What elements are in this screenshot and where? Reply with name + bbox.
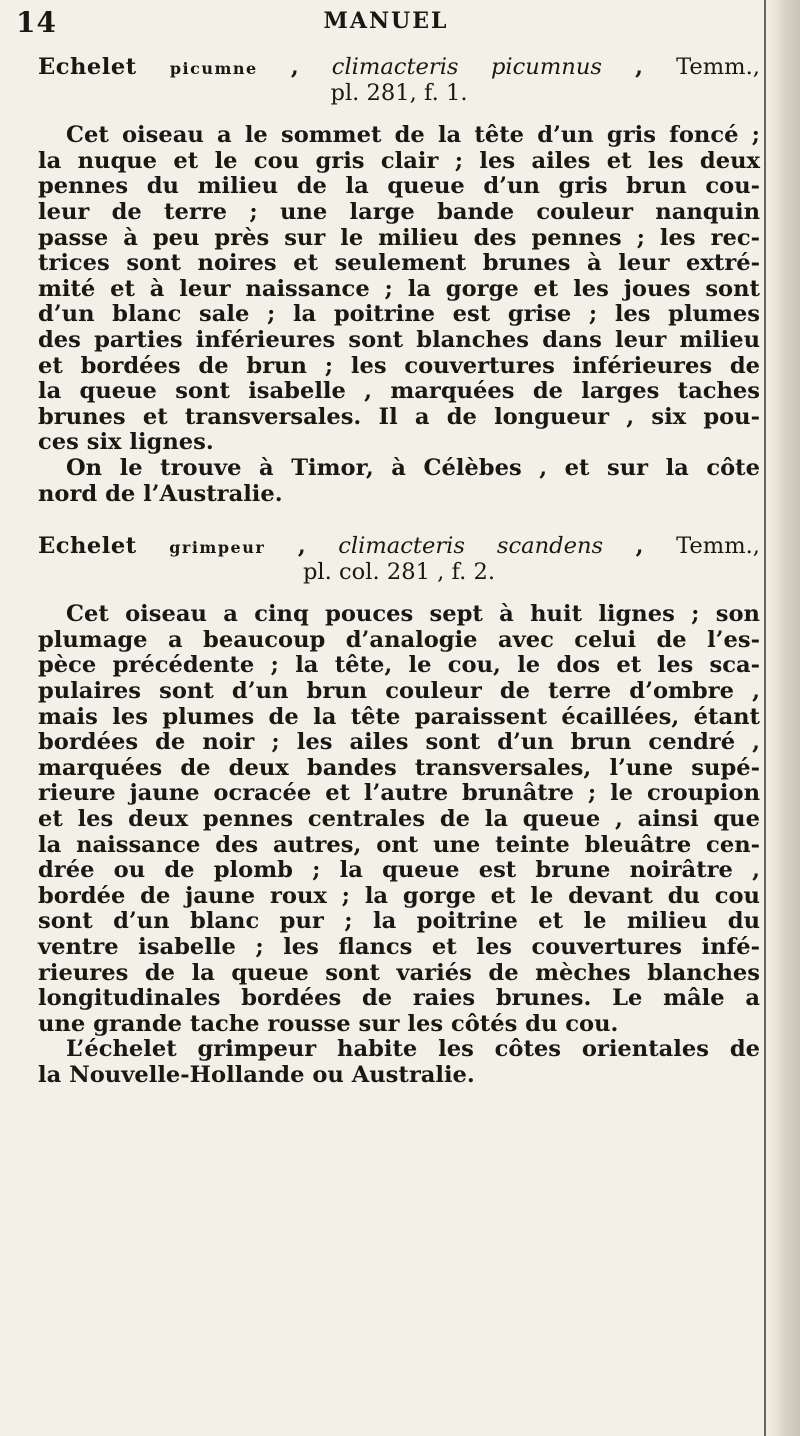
paragraph	[38, 1037, 760, 1088]
latin-name: climacteris picumnus	[331, 54, 602, 80]
text-line: d’un blanc sale ; la poitrine est grise ; les plumes	[38, 301, 760, 328]
text-line: mité et à leur naissance ; la gorge et les joues sont	[38, 275, 760, 302]
text-line: sont d’un blanc pur ; la poitrine et le milieu du	[38, 908, 760, 935]
heading-separator: ,	[603, 533, 677, 560]
text-line: et bordées de brun ; les couvertures inférieures de	[38, 352, 760, 379]
text-line: marquées de deux bandes transversales, l’une supé-	[38, 754, 760, 781]
plate-reference: pl. 281, f. 1.	[330, 79, 468, 106]
text-line: trices sont noires et seulement brunes à leur extré-	[38, 250, 760, 277]
text-line: passe à peu près sur le milieu des pennes ; les rec-	[38, 224, 760, 251]
paragraph	[38, 602, 760, 1037]
binding-line	[764, 0, 766, 1436]
text-line: mais les plumes de la tête paraissent écaillées, étant	[38, 703, 760, 730]
text-line: la naissance des autres, ont une teinte bleuâtre cen-	[38, 831, 760, 858]
text-line: ces six lignes.	[38, 429, 214, 456]
entry-common-name: picumne	[169, 59, 258, 78]
text-line: nord de l’Australie.	[38, 480, 283, 507]
text-line: pulaires sont d’un brun couleur de terre d’ombre ,	[38, 678, 760, 705]
text-line: la nuque et le cou gris clair ; les ailes et les deux	[38, 147, 760, 174]
text-line: pèce précédente ; la tête, le cou, le dos et les sca-	[38, 652, 760, 679]
page-edge	[762, 0, 800, 1436]
text-line: leur de terre ; une large bande couleur nanquin	[38, 198, 760, 225]
page-number: 14	[16, 6, 57, 39]
plate-reference: pl. col. 281 , f. 2.	[302, 558, 496, 585]
paragraph	[38, 456, 760, 507]
authority: Temm.,	[676, 533, 760, 560]
text-line: la Nouvelle-Hollande ou Australie.	[38, 1061, 475, 1088]
text-line: Cet oiseau a le sommet de la tête d’un gris foncé ;	[66, 122, 760, 149]
latin-name: climacteris scandens	[338, 533, 604, 560]
entry-name: Echelet	[38, 54, 137, 80]
text-line: une grande tache rousse sur les côtés du cou.	[38, 1010, 619, 1037]
text-line: rieure jaune ocracée et l’autre brunâtre ; le croupion	[38, 780, 760, 807]
text-line: et les deux pennes centrales de la queue , ainsi que	[38, 806, 760, 833]
text-line: brunes et transversales. Il a de longueur , six pou-	[38, 403, 760, 430]
text-line: des parties inférieures sont blanches dans leur milieu	[38, 326, 760, 353]
entry-common-name: grimpeur	[169, 538, 266, 558]
text-line: bordée de jaune roux ; la gorge et le devant du cou	[38, 882, 760, 909]
text-line: ventre isabelle ; les flancs et les couvertures infé-	[38, 934, 760, 960]
text-line: Cet oiseau a cinq pouces sept à huit lignes ; son	[66, 601, 760, 628]
text-line: plumage a beaucoup d’analogie avec celui de l’es-	[38, 626, 760, 653]
entry-echelet-grimpeur	[38, 534, 760, 1088]
heading-separator: ,	[601, 54, 677, 80]
text-line: On le trouve à Timor, à Célèbes , et sur la côte	[66, 454, 760, 481]
text-line: L’échelet grimpeur habite les côtes orientales de	[66, 1036, 760, 1063]
text-line: la queue sont isabelle , marquées de larges taches	[38, 378, 760, 405]
entry-heading	[38, 534, 760, 560]
entry-heading	[38, 55, 760, 81]
text-line: drée ou de plomb ; la queue est brune noirâtre ,	[38, 857, 760, 884]
running-title: MANUEL	[323, 8, 449, 34]
entry-name: Echelet	[38, 533, 137, 560]
text-line: pennes du milieu de la queue d’un gris brun cou-	[38, 173, 760, 200]
text-line: longitudinales bordées de raies brunes. Le mâle a	[38, 985, 760, 1012]
running-head	[16, 6, 756, 40]
text-line: bordées de noir ; les ailes sont d’un brun cendré ,	[38, 729, 760, 756]
authority: Temm.,	[676, 54, 760, 80]
heading-separator: ,	[265, 533, 339, 560]
text-line: rieures de la queue sont variés de mèches blanches	[38, 959, 760, 986]
page-text	[38, 55, 760, 1089]
entry-echelet-picumne	[38, 55, 760, 507]
paragraph	[38, 123, 760, 456]
heading-separator: ,	[257, 54, 332, 80]
